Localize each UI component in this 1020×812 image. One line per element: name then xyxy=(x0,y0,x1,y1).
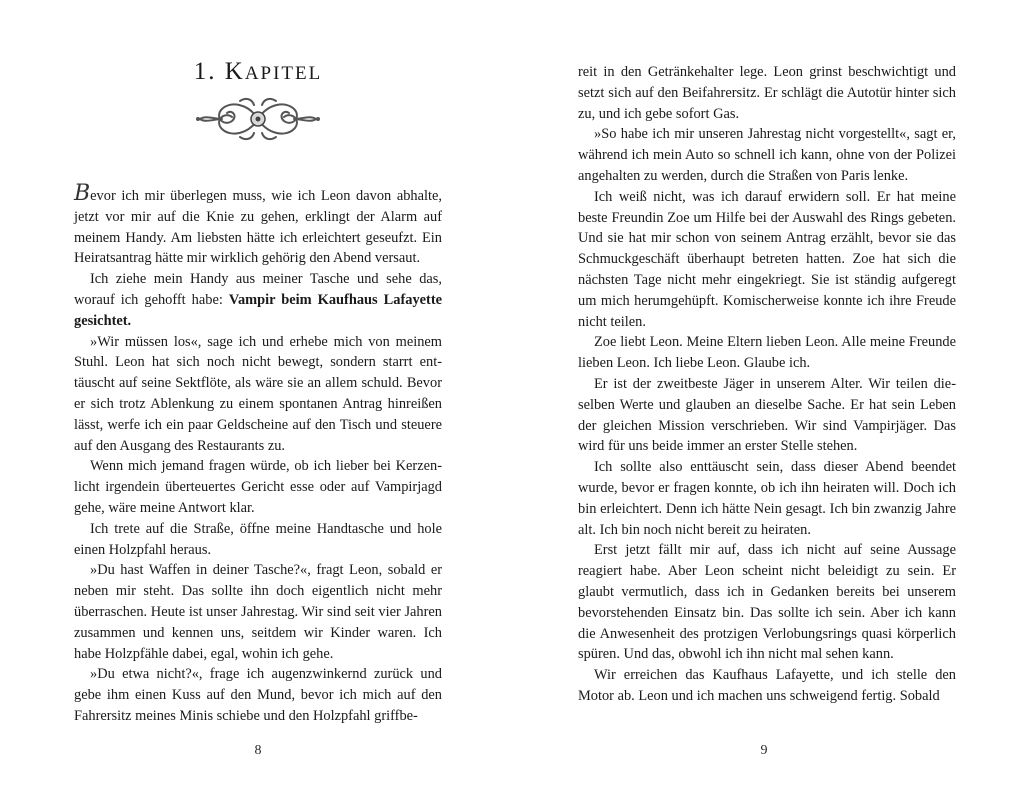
page-number: 9 xyxy=(760,743,768,758)
paragraph: »Du hast Waffen in deiner Tasche?«, fragt Leon, sobald er neben mir steht. Das sollte ihn doch eigentlich nicht mehr überraschen. Heute ist unser Jahrestag. Wir sind seit vier Jahren zusammen und kennen uns, seitdem wir Kinder waren. Ich habe Holzpfähle dabei, egal, wohin ich gehe. xyxy=(74,562,442,662)
paragraph: Zoe liebt Leon. Meine Eltern lieben Leon. Alle meine Freunde lieben Leon. Ich liebe Leon. Glaube ich. xyxy=(578,334,956,372)
alarm-message: Vampir beim Kaufhaus Lafayette gesichtet. xyxy=(74,291,443,329)
left-page-text xyxy=(74,181,443,727)
paragraph: Ich weiß nicht, was ich darauf erwidern soll. Er hat meine beste Freundin Zoe um Hilfe bei der Auswahl des Rings gebeten. Und sie hat mir schon von seinem Antrag erzählt, bevor sie das Schmuckgeschäft überhaupt betreten hatten. Zoe hat sich die nächsten Tage nicht mehr eingekriegt. Sie ist ständig aufgeregt um mich herumgehüpft. Komischerweise konnte ich ihre Freude nicht teilen. xyxy=(578,188,956,330)
right-page-text xyxy=(578,62,956,707)
chapter-number: 1. xyxy=(193,58,217,85)
paragraph-text: evor ich mir überlegen muss, wie ich Leon davon abhalte, jetzt vor mir auf die Knie zu gehen, erklingt der Alarm auf meinem Handy. Am liebsten hätte ich erleichtert geseufzt. Ein Heiratsantrag hätte mir wirklich gehörig den Abend versaut. xyxy=(74,188,442,267)
paragraph: Erst jetzt fällt mir auf, dass ich nicht auf seine Aussage reagiert habe. Aber Leon scheint nicht beleidigt zu sein. Er glaubt vermutlich, dass ich in Gedanken bereits bei unserem bevorstehenden Einsatz bin. Das sollte ich sein. Aber ich kann die Anwesenheit des protzigen Verlobungsrings quasi körperlich spüren. Und das, obwohl ich ihn nicht mal sehen kann. xyxy=(578,542,956,663)
paragraph: Wir erreichen das Kaufhaus Lafayette, und ich stelle den Motor ab. Leon und ich machen uns schweigend fertig. Sobald xyxy=(578,667,956,704)
chapter-title-rest: APITEL xyxy=(244,63,323,84)
drop-cap: B xyxy=(74,181,91,206)
paragraph xyxy=(74,181,442,269)
paragraph: »Wir müssen los«, sage ich und erhebe mich von meinem Stuhl. Leon hat sich noch nicht bewegt, sondern starrt enttäuscht auf seine Sektflöte, als wäre sie an allem schuld. Bevor er sich trotz Ablenkung zu einem spontanen Antrag hinreißen lässt, werfe ich ein paar Geldscheine auf den Tisch und steuere auf den Ausgang des Restaurants zu. xyxy=(74,333,442,454)
paragraph: Ich sollte also enttäuscht sein, dass dieser Abend beendet wurde, bevor er fragen konnte, ob ich ihn heiraten will. Doch ich bin erleichtert. Denn ich hätte Nein gesagt. Ich bin zwanzig Jahre alt. Ich bin noch nicht bereit zu heiraten. xyxy=(578,459,956,538)
paragraph: Er ist der zweitbeste Jäger in unserem Alter. Wir teilen dieselben Werte und glauben an dieselbe Sache. Er hat sein Leben der gleichen Mission verschrieben. Wir sind Vampirjäger. Das wird für uns beide immer an erster Stelle stehen. xyxy=(578,375,956,455)
paragraph: »Du etwa nicht?«, frage ich augenzwinkernd zurück und gebe ihm einen Kuss auf den Mund, bevor ich mich auf den Fahrersitz meines Minis schiebe und den Holzpfahl griffbe- xyxy=(74,666,442,724)
paragraph-text: Ich ziehe mein Handy aus meiner Tasche und sehe das, worauf ich gehofft habe: xyxy=(74,271,442,308)
right-page xyxy=(510,0,1020,812)
chapter-heading xyxy=(74,58,442,86)
paragraph: Ich trete auf die Straße, öffne meine Handtasche und hole einen Holzpfahl heraus. xyxy=(74,520,442,558)
paragraph: reit in den Getränkehalter lege. Leon grinst beschwichtigt und setzt sich auf den Beifahrersitz. Er schlägt die Autotür hinter sich zu, und ich gebe sofort Gas. xyxy=(578,64,956,122)
paragraph: Wenn mich jemand fragen würde, ob ich lieber bei Kerzenlicht irgendein überteuertes Gericht esse oder auf Vampirjagd gehe, wäre meine Antwort klar. xyxy=(74,458,442,516)
chapter-ornament-icon xyxy=(194,93,322,145)
page-number: 8 xyxy=(254,743,262,758)
paragraph: »So habe ich mir unseren Jahrestag nicht vorgestellt«, sagt er, während ich mein Auto so schnell ich kann, ohne von der Polizei angehalten zu werden, durch die Straßen von Paris lenke. xyxy=(578,126,956,184)
chapter-title-initial: K xyxy=(224,58,245,85)
paragraph xyxy=(74,269,442,331)
